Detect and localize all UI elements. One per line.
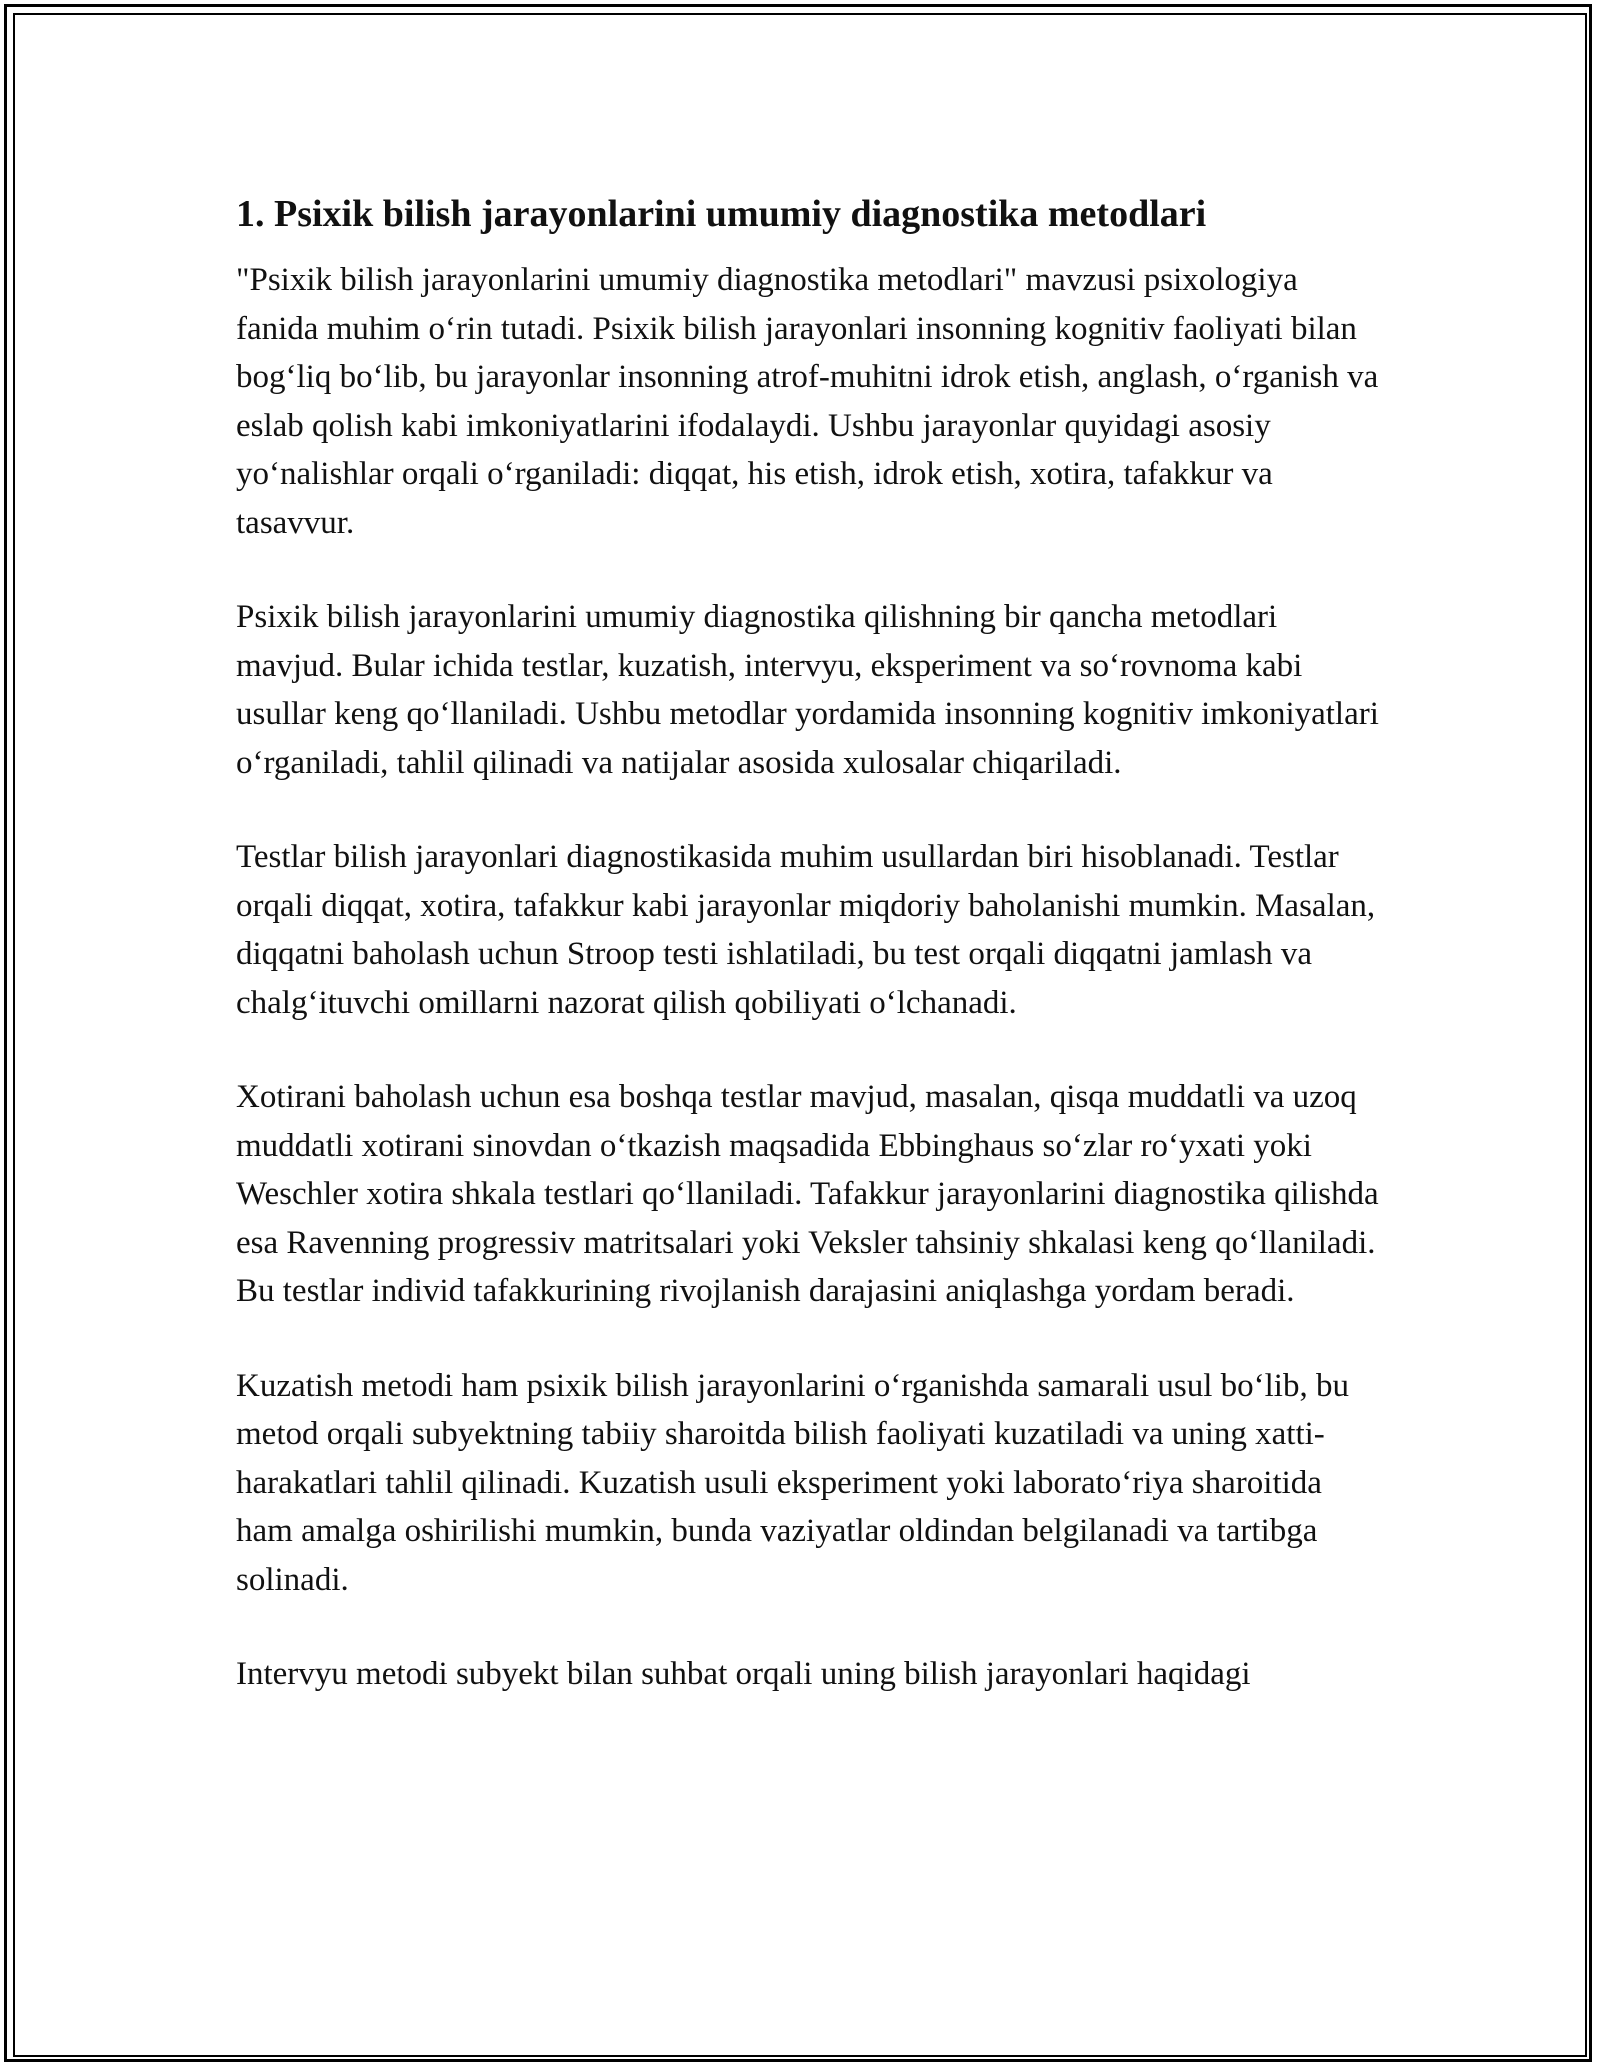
paragraph-interview: Intervyu metodi subyekt bilan suhbat orqali uning bilish jarayonlari haqidagi [236,1656,1251,1692]
document-body [236,188,1386,1699]
paragraph-methods: Psixik bilish jarayonlarini umumiy diagnostika qilishning bir qancha metodlari mavjud. Bular ichida testlar, kuzatish, intervyu, eksperiment va so‘rovnoma kabi usullar keng qo‘llaniladi. Ushbu metodlar yordamida insonning kognitiv imkoniyatlari o‘rganiladi, tahlil qilinadi va natijalar asosida xulosalar chiqariladi. [236,599,1379,781]
paragraph-tests: Testlar bilish jarayonlari diagnostikasida muhim usullardan biri hisoblanadi. Testlar orqali diqqat, xotira, tafakkur kabi jarayonlar miqdoriy baholanishi mumkin. Masalan, diqqatni baholash uchun Stroop testi ishlatiladi, bu test orqali diqqatni jamlash va chalg‘ituvchi omillarni nazorat qilish qobiliyati o‘lchanadi. [236,839,1376,1021]
document-title: 1. Psixik bilish jarayonlarini umumiy diagnostika metodlari [236,193,1207,235]
paragraph-memory-tests: Xotirani baholash uchun esa boshqa testlar mavjud, masalan, qisqa muddatli va uzoq muddatli xotirani sinovdan o‘tkazish maqsadida Ebbinghaus so‘zlar ro‘yxati yoki Weschler xotira shkala testlari qo‘llaniladi. Tafakkur jarayonlarini diagnostika qilishda esa Ravenning progressiv matritsalari yoki Veksler tahsiniy shkalasi keng qo‘llaniladi. Bu testlar individ tafakkurining rivojlanish darajasini aniqlashga yordam beradi. [236,1079,1379,1309]
paragraph-observation: Kuzatish metodi ham psixik bilish jarayonlarini o‘rganishda samarali usul bo‘lib, bu metod orqali subyektning tabiiy sharoitda bilish faoliyati kuzatiladi va uning xatti-harakatlari tahlil qilinadi. Kuzatish usuli eksperiment yoki laborato‘riya sharoitida ham amalga oshirilishi mumkin, bunda vaziyatlar oldindan belgilanadi va tartibga solinadi. [236,1367,1349,1598]
paragraph-intro: "Psixik bilish jarayonlarini umumiy diagnostika metodlari" mavzusi psixologiya fanida muhim o‘rin tutadi. Psixik bilish jarayonlari insonning kognitiv faoliyati bilan bog‘liq bo‘lib, bu jarayonlar insonning atrof-muhitni idrok etish, anglash, o‘rganish va eslab qolish kabi imkoniyatlarini ifodalaydi. Ushbu jarayonlar quyidagi asosiy yo‘nalishlar orqali o‘rganiladi: diqqat, his etish, idrok etish, xotira, tafakkur va tasavvur. [236,262,1379,541]
